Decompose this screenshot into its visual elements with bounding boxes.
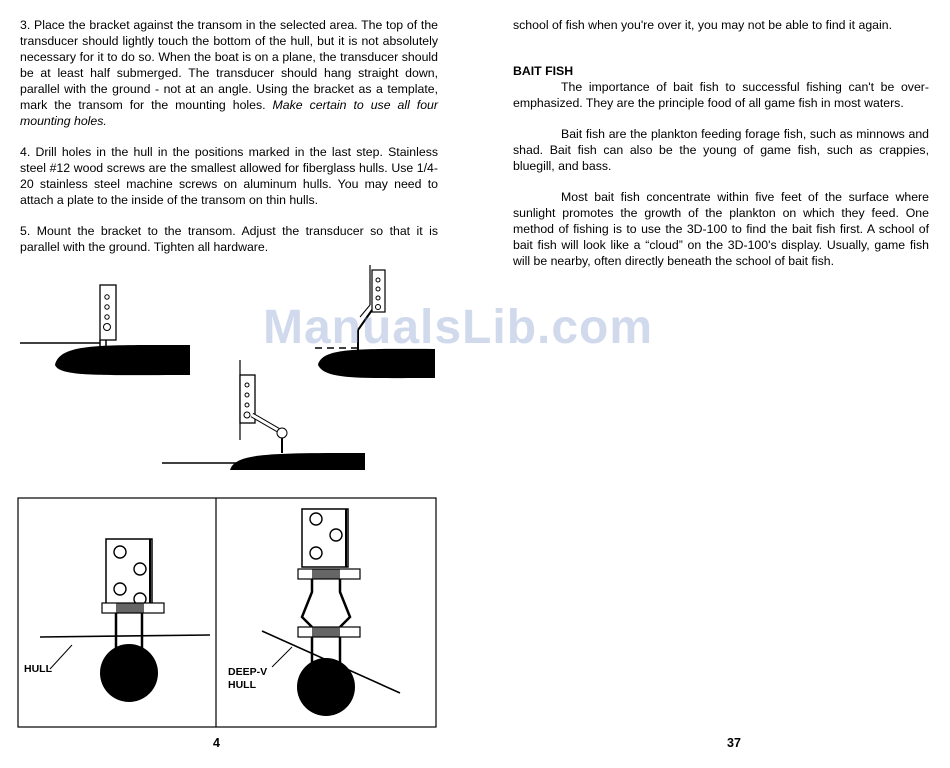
bait-fish-paragraph-1: The importance of bait fish to successful fishing can't be over-emphasized. They are the principle food of all game fish in most waters. [513, 80, 929, 110]
continued-paragraph: school of fish when you're over it, you may not be able to find it again. [513, 18, 892, 32]
step-3-text: 3. Place the bracket against the transom in the selected area. The top of the transducer should lightly touch the bottom of the hull, but it is not absolutely necessary for it to do so. When the boat is on a plane, the transducer should be at least half submerged. The transducer should hang straight down, parallel with the ground - not at an angle. Using the bracket as a template, mark the transom for the mounting holes. [20, 18, 438, 112]
flat-hull-diagram [40, 539, 210, 702]
step-4-paragraph: 4. Drill holes in the hull in the positions marked in the last step. Stainless steel #12 wood screws are the smallest allowed for fiberglass hulls. Use 1/4-20 stainless steel machine screws on aluminum hulls. You may need to attach a plate to the inside of the transom on thin hulls. [20, 145, 438, 207]
transom-mount-illustrations [0, 255, 475, 470]
deep-v-hull-label: HULL [228, 679, 256, 691]
left-page-number: 4 [213, 736, 220, 750]
bait-fish-paragraph-3: Most bait fish concentrate within five feet of the surface where sunlight promotes the growth of the plankton on which they feed. One method of fishing is to use the 3D-100 to find the bait fish first. A school of bait fish will look like a “cloud” on the 3D-100's display. Usually, game fish will be nearby, often directly beneath the school of bait fish. [513, 190, 929, 268]
step-3-emphasis: Make certain to use all four mounting holes. [20, 98, 438, 128]
figure-transom-right [315, 265, 435, 378]
bait-fish-heading: BAIT FISH [513, 64, 574, 78]
deep-v-label: DEEP-V [228, 666, 268, 678]
left-page-text [20, 17, 438, 270]
hull-label: HULL [24, 663, 52, 675]
figure-straight-mount [20, 285, 190, 375]
right-page [475, 0, 950, 768]
right-page-text [513, 17, 929, 284]
watermark: ManualsLib.com [263, 301, 654, 354]
deep-v-hull-diagram [262, 509, 400, 716]
hull-mount-diagrams [0, 497, 475, 732]
right-page-number: 37 [727, 736, 741, 750]
step-3-paragraph [20, 17, 438, 129]
step-5-paragraph: 5. Mount the bracket to the transom. Adjust the transducer so that it is parallel with the ground. Tighten all hardware. [20, 224, 438, 254]
figure-angled-mount [162, 360, 365, 470]
bait-fish-paragraph-2: Bait fish are the plankton feeding forage fish, such as minnows and shad. Bait fish can also be the young of game fish, such as crappies, bluegill, and bass. [513, 127, 929, 173]
